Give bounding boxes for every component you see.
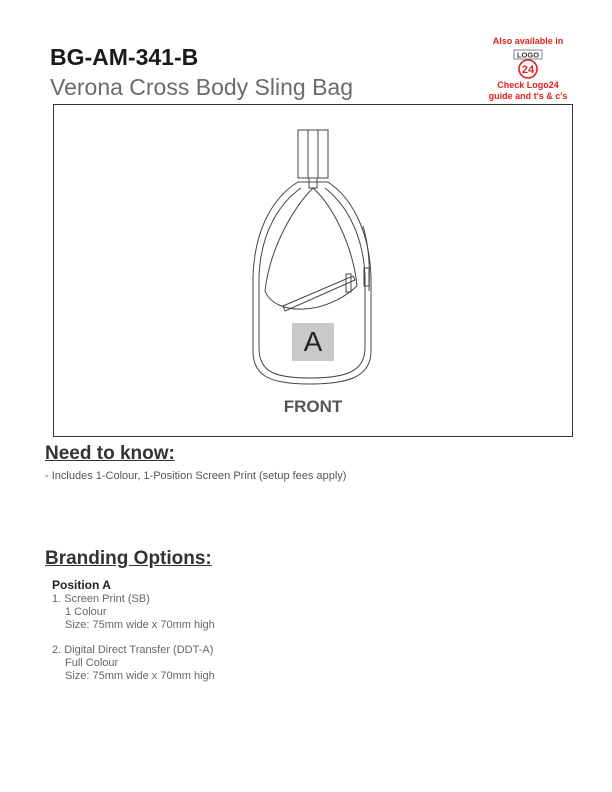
need-to-know-heading: Need to know: xyxy=(45,443,175,464)
print-position-a: A xyxy=(292,323,334,361)
view-label: FRONT xyxy=(283,397,343,416)
need-to-know-item: - Includes 1-Colour, 1-Position Screen Print (setup fees apply) xyxy=(45,470,347,482)
badge-line-3: guide and t's & c's xyxy=(488,91,568,101)
option-1-detail: 1 Colour xyxy=(65,606,107,618)
option-2-size: Size: 75mm wide x 70mm high xyxy=(65,670,215,682)
branding-position: Position A xyxy=(52,578,111,592)
product-code: BG-AM-341-B xyxy=(50,44,199,70)
option-2-detail: Full Colour xyxy=(65,657,119,669)
badge-line-2: Check Logo24 xyxy=(497,80,559,90)
product-name: Verona Cross Body Sling Bag xyxy=(50,74,354,100)
logo24-logo xyxy=(511,49,545,79)
logo-number: 24 xyxy=(521,64,535,76)
option-1-title: 1. Screen Print (SB) xyxy=(52,593,150,605)
option-1-size: Size: 75mm wide x 70mm high xyxy=(65,619,215,631)
logo24-badge xyxy=(482,36,574,102)
logo-text: LOGO xyxy=(516,50,540,60)
branding-options-list xyxy=(52,579,215,683)
badge-line-1: Also available in xyxy=(492,36,564,46)
branding-options-heading: Branding Options: xyxy=(45,548,212,569)
option-2-title: 2. Digital Direct Transfer (DDT-A) xyxy=(52,644,214,656)
